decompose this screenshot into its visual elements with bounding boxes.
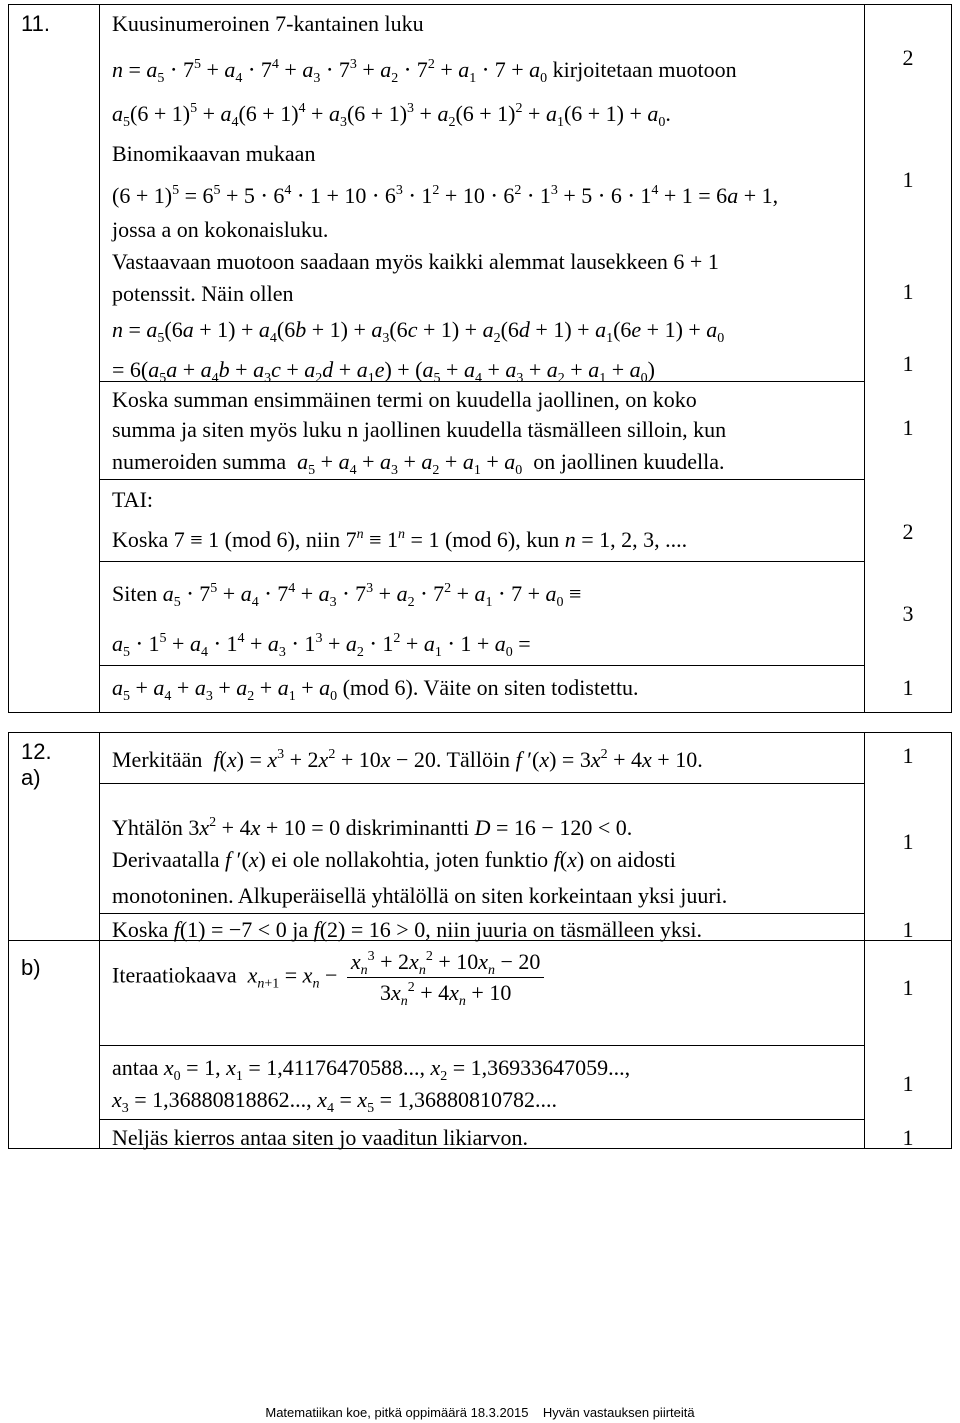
problem-11-solution bbox=[100, 5, 865, 713]
p12-yhtalon: Yhtälön $3x^2 + 4x + 10 = 0$ diskriminantti D = 16 − 120 < 0. bbox=[112, 815, 633, 840]
p11-points-3: 1 bbox=[902, 279, 914, 304]
p11-koska-7: Koska 7 ≡ 1 (mod 6), niin $7^n \equiv 1^n = 1$ (mod 6), kun n = 1, 2, 3, .... bbox=[112, 527, 688, 552]
p12-points-3: 1 bbox=[902, 917, 914, 942]
p11-binomial-expansion: $(6 + 1)^5 = 6^5 + 5 \cdot 6^4 \cdot 1 + 10 \cdot 6^3 \cdot 1^2 + 10 \cdot 6^2 \cdot 1^3 + 5 \cdot 6 \cdot 1^4 + 1 = 6a + 1$, bbox=[112, 183, 779, 208]
p11-points-7: 3 bbox=[902, 601, 914, 626]
p11-jossa: jossa a on kokonaisluku. bbox=[112, 217, 329, 242]
problem-11-points bbox=[865, 5, 952, 713]
p12-antaa: antaa $x_0 = 1$, $x_1 = 1,41176470588$..., $x_2 = 1,36933647059$..., bbox=[112, 1055, 631, 1084]
problem-11-table bbox=[8, 4, 952, 713]
p11-formula-expanded: $a_5(6 + 1)^5 + a_4(6 + 1)^4 + a_3(6 + 1)^3 + a_2(6 + 1)^2 + a_1(6 + 1) + a_0$. bbox=[112, 101, 671, 130]
p11-formula-6a: $n = a_5(6a + 1) + a_4(6b + 1) + a_3(6c + 1) + a_2(6d + 1) + a_1(6e + 1) + a_0$ bbox=[112, 317, 725, 346]
p11-koska-summan: Koska summan ensimmäinen termi on kuudella jaollinen, on koko bbox=[112, 387, 697, 412]
p11-numeroiden: numeroiden summa $a_5 + a_4 + a_3 + a_2 + a_1 + a_0$ on jaollinen kuudella. bbox=[112, 449, 725, 478]
p12-points-4: 1 bbox=[902, 975, 914, 1000]
problem-12-table bbox=[8, 732, 952, 1149]
problem-12b-solution bbox=[100, 941, 865, 1149]
p11-intro: Kuusinumeroinen 7-kantainen luku bbox=[112, 11, 424, 36]
problem-12b-points bbox=[865, 941, 952, 1149]
p11-points-5: 1 bbox=[902, 415, 914, 440]
p11-formula-n: $n = a_5 \cdot 7^5 + a_4 \cdot 7^4 + a_3 \cdot 7^3 + a_2 \cdot 7^2 + a_1 \cdot 7 + a_0$ kirjoitetaan muotoon bbox=[112, 57, 737, 86]
p12-iteraatiokaava: Iteraatiokaava $x_{n+1} = x_n$ − $\frac{x_n^3 + 2x_n^2 + 10x_n - 20}{3x_n^2 + 4x_n + 10}$ bbox=[112, 949, 548, 1006]
p12-x3-x5: $x_3 = 1,36880818862$..., $x_4 = x_5 = 1,36880810782$.... bbox=[112, 1087, 558, 1116]
problem-12-part-a: a) bbox=[21, 765, 41, 790]
p11-points-8: 1 bbox=[902, 675, 914, 700]
p11-points-4: 1 bbox=[902, 351, 914, 376]
p12-points-6: 1 bbox=[902, 1125, 914, 1150]
p11-points-1: 2 bbox=[902, 45, 914, 70]
p12-koska: Koska f(1) = −7 < 0 ja f(2) = 16 > 0, niin juuria on täsmälleen yksi. bbox=[112, 917, 702, 942]
p11-points-2: 1 bbox=[902, 167, 914, 192]
p12-points-2: 1 bbox=[902, 829, 914, 854]
p11-tai: TAI: bbox=[112, 487, 154, 512]
p11-conclusion: $a_5 + a_4 + a_3 + a_2 + a_1 + a_0$ (mod 6). Väite on siten todistettu. bbox=[112, 675, 639, 704]
problem-12-number: 12. bbox=[21, 739, 52, 764]
p11-vastaavaan: Vastaavaan muotoon saadaan myös kaikki alemmat lausekkeen 6 + 1 bbox=[112, 249, 719, 274]
p11-formula-grouped: = $6(a_5a + a_4b + a_3c + a_2d + a_1e) + (a_5 + a_4 + a_3 + a_2 + a_1 + a_0)$ bbox=[112, 357, 655, 386]
page-footer: Matematiikan koe, pitkä oppimäärä 18.3.2015 Hyvän vastauksen piirteitä bbox=[265, 1405, 695, 1420]
p11-binomikaava: Binomikaavan mukaan bbox=[112, 141, 316, 166]
problem-12a-solution bbox=[100, 733, 865, 941]
problem-11-number: 11. bbox=[9, 5, 100, 713]
p12-monotoninen: monotoninen. Alkuperäisellä yhtälöllä on siten korkeintaan yksi juuri. bbox=[112, 883, 728, 908]
p12-points-1: 1 bbox=[902, 743, 914, 768]
problem-12-label-a bbox=[9, 733, 100, 941]
p11-siten: Siten $a_5 \cdot 7^5 + a_4 \cdot 7^4 + a_3 \cdot 7^3 + a_2 \cdot 7^2 + a_1 \cdot 7 + a_0$ ≡ bbox=[112, 581, 582, 610]
p11-potenssit: potenssit. Näin ollen bbox=[112, 281, 294, 306]
p11-points-6: 2 bbox=[902, 519, 914, 544]
p12-points-5: 1 bbox=[902, 1071, 914, 1096]
p11-ones: $a_5 \cdot 1^5 + a_4 \cdot 1^4 + a_3 \cdot 1^3 + a_2 \cdot 1^2 + a_1 \cdot 1 + a_0$ = bbox=[112, 631, 531, 660]
p12-neljas: Neljäs kierros antaa siten jo vaaditun likiarvon. bbox=[112, 1125, 529, 1150]
p12-merkitaan: Merkitään $f(x) = x^3 + 2x^2 + 10x - 20$. Tällöin f $'(x) = 3x^2 + 4x + 10$. bbox=[112, 747, 703, 772]
problem-12-label-b bbox=[9, 941, 100, 1149]
p11-summa-ja: summa ja siten myös luku n jaollinen kuudella täsmälleen silloin, kun bbox=[112, 417, 727, 442]
p12-derivaatalla: Derivaatalla f ′(x) ei ole nollakohtia, joten funktio f(x) on aidosti bbox=[112, 847, 676, 872]
problem-12a-points bbox=[865, 733, 952, 941]
problem-12-part-b: b) bbox=[21, 955, 41, 980]
p11-text-kirjoitetaan: kirjoitetaan muotoon bbox=[552, 57, 737, 82]
